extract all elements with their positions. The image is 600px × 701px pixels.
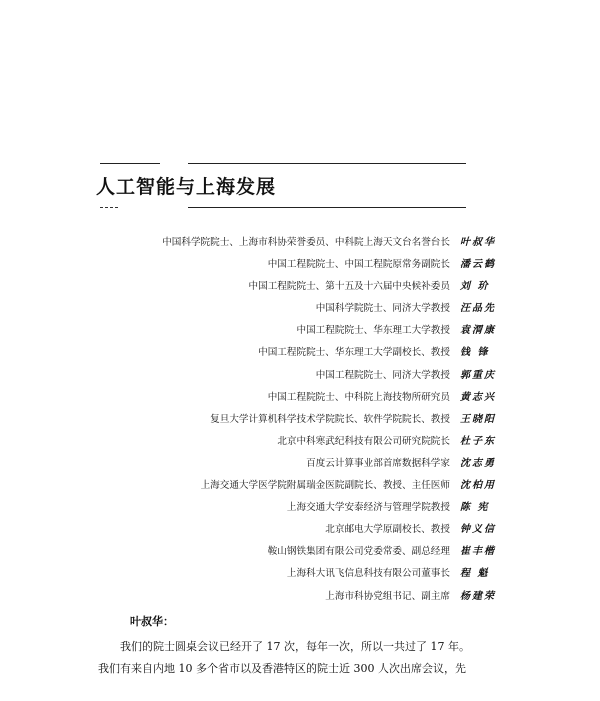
top-rule-right — [188, 163, 466, 164]
participant-affiliation: 中国科学院院士、同济大学教授 — [315, 303, 450, 315]
participant-name: 汪品先 — [460, 303, 496, 315]
participant-name: 刘 玠 — [460, 281, 490, 293]
participant-affiliation: 中国工程院院士、第十五及十六届中央候补委员 — [248, 281, 450, 293]
participant-name: 崔丰楷 — [460, 546, 496, 558]
participant-name: 沈志勇 — [460, 457, 496, 469]
speaker-label: 叶叔华： — [130, 615, 174, 628]
participant-row — [90, 298, 508, 320]
participant-affiliation: 北京中科寒武纪科技有限公司研究院院长 — [277, 435, 450, 447]
participant-name: 潘云鹤 — [460, 259, 496, 271]
participant-affiliation: 上海交通大学医学院附属瑞金医院副院长、教授、主任医师 — [200, 480, 450, 492]
participant-row — [90, 254, 508, 276]
participant-name: 叶叔华 — [460, 237, 496, 248]
participant-affiliation: 复旦大学计算机科学技术学院院长、软件学院院长、教授 — [210, 413, 450, 425]
participant-row — [90, 232, 508, 254]
participant-name: 钟义信 — [460, 524, 496, 536]
participant-affiliation: 鞍山钢铁集团有限公司党委常委、副总经理 — [267, 546, 450, 558]
participant-name: 黄志兴 — [460, 391, 496, 403]
body-paragraph-line: 我们的院士圆桌会议已经开了 17 次，每年一次，所以一共过了 17 年。 — [120, 640, 470, 653]
participant-affiliation: 中国工程院院士、同济大学教授 — [315, 369, 450, 381]
participant-affiliation: 百度云计算事业部首席数据科学家 — [306, 457, 450, 469]
participant-affiliation: 上海市科协党组书记、副主席 — [325, 590, 450, 602]
participant-name: 杨建荣 — [460, 590, 496, 602]
article-title: 人工智能与上海发展 — [96, 176, 277, 198]
participant-row — [90, 276, 508, 298]
participant-name: 陈 宪 — [460, 502, 490, 514]
participant-row — [90, 431, 508, 453]
participant-row — [90, 563, 508, 585]
participant-row — [90, 365, 508, 387]
participant-row — [90, 453, 508, 475]
participant-affiliation: 北京邮电大学原副校长、教授 — [325, 524, 450, 536]
participant-row — [90, 320, 508, 342]
participant-affiliation: 上海交通大学安泰经济与管理学院教授 — [286, 502, 450, 514]
participant-row — [90, 541, 508, 563]
participant-row — [90, 387, 508, 409]
participant-list — [90, 232, 508, 608]
top-rule-left — [100, 163, 160, 164]
body-paragraph-line: 我们有来自内地 10 多个省市以及香港特区的院士近 300 人次出席会议，先 — [98, 662, 466, 675]
participant-row — [90, 586, 508, 608]
participant-affiliation: 上海科大讯飞信息科技有限公司董事长 — [286, 568, 450, 580]
participant-row — [90, 475, 508, 497]
participant-name: 程 魁 — [460, 568, 490, 580]
bottom-rule-left — [100, 207, 118, 208]
participant-name: 王晓阳 — [460, 413, 496, 425]
participant-affiliation: 中国工程院院士、华东理工大学副校长、教授 — [258, 347, 450, 359]
participant-row — [90, 342, 508, 364]
participant-affiliation: 中国工程院院士、中科院上海技物所研究员 — [267, 391, 450, 403]
participant-affiliation: 中国工程院院士、华东理工大学教授 — [296, 325, 450, 337]
participant-name: 沈柏用 — [460, 480, 496, 492]
participant-name: 袁渭康 — [460, 325, 496, 337]
bottom-rule-right — [188, 207, 466, 208]
participant-name: 钱 锋 — [460, 347, 490, 359]
participant-row — [90, 497, 508, 519]
participant-name: 郭重庆 — [460, 369, 496, 381]
participant-row — [90, 519, 508, 541]
participant-affiliation: 中国科学院院士、上海市科协荣誉委员、中科院上海天文台名誉台长 — [162, 237, 450, 248]
participant-affiliation: 中国工程院院士、中国工程院原常务副院长 — [267, 259, 450, 271]
participant-name: 杜子东 — [460, 435, 496, 447]
participant-row — [90, 409, 508, 431]
